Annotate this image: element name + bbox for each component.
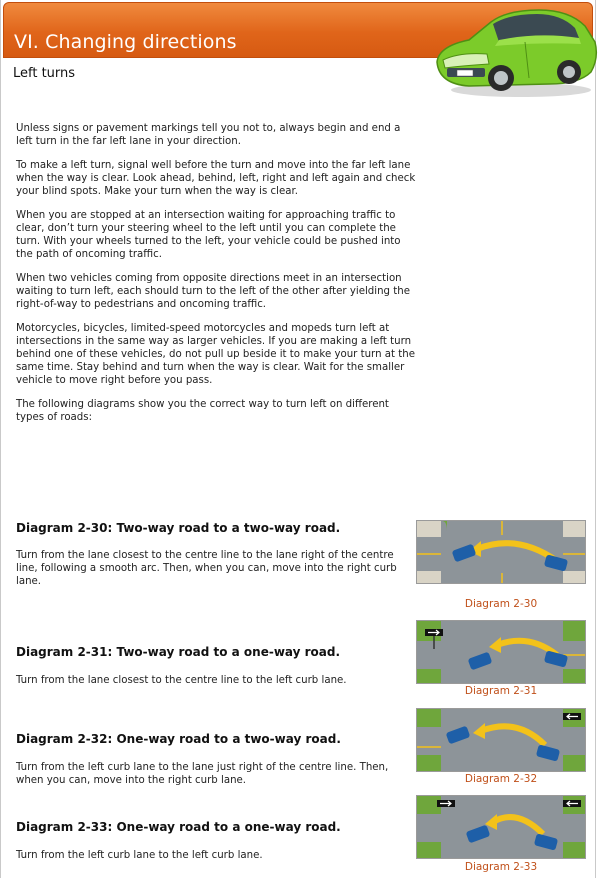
car-illustration [429, 2, 598, 100]
chapter-title: VI. Changing directions [14, 31, 237, 53]
diagram-2-31-text: Turn from the lane closest to the centre line to the left curb lane. [16, 675, 347, 686]
diagram-2-31-title: Diagram 2-31: Two-way road to a one-way road. [16, 645, 341, 659]
diagram-2-31-image [416, 620, 586, 684]
diagram-2-30-caption: Diagram 2-30 [464, 598, 538, 610]
paragraph: When two vehicles coming from opposite directions meet in an intersection waiting to turn left, each should turn to the left of the other after yielding the right-of-way to pedestrians and oncoming traffic. [16, 273, 410, 310]
paragraph: To make a left turn, signal well before the turn and move into the far left lane when the way is clear. Look ahead, behind, left, right and left again and check your blind spots. Make your turn when the way is clear. [16, 160, 416, 197]
diagram-2-32-title: Diagram 2-32: One-way road to a two-way road. [16, 732, 341, 746]
diagram-2-32-text: Turn from the left curb lane to the lane just right of the centre line. Then, when you can, move into the right curb lane. [16, 762, 389, 786]
diagram-2-33-title: Diagram 2-33: One-way road to a one-way road. [16, 820, 341, 834]
diagram-2-33-text: Turn from the left curb lane to the left curb lane. [16, 850, 263, 861]
paragraph: Motorcycles, bicycles, limited-speed motorcycles and mopeds turn left at intersections in the same way as larger vehicles. If you are making a left turn behind one of these vehicles, do not pull up beside it to make your turn at the same time. Stay behind and turn when the way is clear. Wait for the smaller vehicle to move right before you pass. [16, 323, 415, 386]
diagram-2-33-caption: Diagram 2-33 [464, 861, 538, 873]
diagram-2-30-text: Turn from the lane closest to the centre line to the lane right of the centre line, following a smooth arc. Then, when you can, move into the right curb lane. [16, 550, 397, 587]
paragraph: Unless signs or pavement markings tell you not to, always begin and end a left turn in the far left lane in your direction. [16, 123, 401, 147]
diagram-2-31-caption: Diagram 2-31 [464, 685, 538, 697]
paragraph: When you are stopped at an intersection waiting for approaching traffic to clear, don’t turn your steering wheel to the left until you can complete the turn. With your wheels turned to the left, your vehicle could be pushed into the path of oncoming traffic. [16, 210, 401, 260]
diagram-2-30-image [416, 520, 586, 584]
paragraph: The following diagrams show you the correct way to turn left on different types of roads: [16, 399, 389, 423]
diagram-2-33-image [416, 795, 586, 859]
body-text [16, 122, 416, 435]
diagram-2-32-image [416, 708, 586, 772]
diagram-2-30-title: Diagram 2-30: Two-way road to a two-way road. [16, 521, 341, 535]
diagram-2-32-caption: Diagram 2-32 [464, 773, 538, 785]
section-title: Left turns [13, 66, 76, 81]
